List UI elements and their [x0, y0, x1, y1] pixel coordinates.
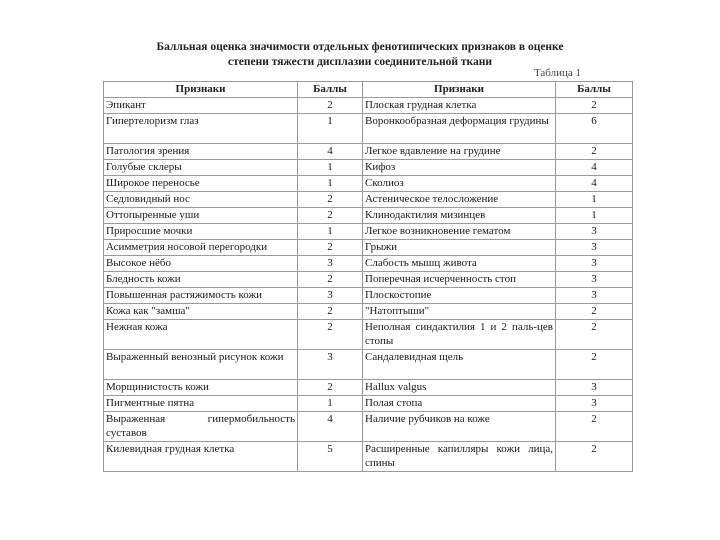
left-score-cell: 1 — [298, 396, 363, 412]
phenotype-score-table — [103, 81, 633, 472]
left-score-cell: 2 — [298, 272, 363, 288]
left-sign-cell: Патология зрения — [104, 144, 298, 160]
table-row — [104, 256, 633, 272]
left-sign-cell: Высокое нёбо — [104, 256, 298, 272]
left-score-cell: 2 — [298, 192, 363, 208]
right-sign-cell: Расширенные капилляры кожи лица, спины — [363, 442, 556, 472]
table-row — [104, 320, 633, 350]
right-sign-cell: Астеническое телосложение — [363, 192, 556, 208]
right-sign-cell: Воронкообразная деформация грудины — [363, 114, 556, 144]
left-sign-cell: Седловидный нос — [104, 192, 298, 208]
table-row — [104, 98, 633, 114]
right-sign-cell: Грыжи — [363, 240, 556, 256]
right-sign-cell: Поперечная исчерченность стоп — [363, 272, 556, 288]
right-sign-cell: Плоская грудная клетка — [363, 98, 556, 114]
table-row — [104, 304, 633, 320]
left-sign-cell: Асимметрия носовой перегородки — [104, 240, 298, 256]
left-sign-cell: Повышенная растяжимость кожи — [104, 288, 298, 304]
table-row — [104, 412, 633, 442]
header-right-signs: Признаки — [363, 82, 556, 98]
table-row — [104, 288, 633, 304]
table-row — [104, 350, 633, 380]
left-sign-cell: Кожа как "замша" — [104, 304, 298, 320]
left-score-cell: 2 — [298, 304, 363, 320]
left-sign-cell: Пигментные пятна — [104, 396, 298, 412]
right-sign-cell: Полая стопа — [363, 396, 556, 412]
right-score-cell: 2 — [556, 304, 633, 320]
right-score-cell: 3 — [556, 380, 633, 396]
table-row — [104, 144, 633, 160]
left-score-cell: 3 — [298, 256, 363, 272]
table-row — [104, 224, 633, 240]
left-sign-cell: Бледность кожи — [104, 272, 298, 288]
right-score-cell: 2 — [556, 320, 633, 350]
right-score-cell: 2 — [556, 98, 633, 114]
left-score-cell: 1 — [298, 176, 363, 192]
right-sign-cell: Легкое возникновение гематом — [363, 224, 556, 240]
right-score-cell: 3 — [556, 272, 633, 288]
left-score-cell: 4 — [298, 412, 363, 442]
left-score-cell: 3 — [298, 350, 363, 380]
left-sign-cell: Выраженный венозный рисунок кожи — [104, 350, 298, 380]
right-score-cell: 4 — [556, 160, 633, 176]
right-score-cell: 3 — [556, 396, 633, 412]
left-score-cell: 2 — [298, 320, 363, 350]
left-score-cell: 4 — [298, 144, 363, 160]
left-sign-cell: Широкое переносье — [104, 176, 298, 192]
left-score-cell: 1 — [298, 114, 363, 144]
left-sign-cell: Выраженная гипермобильность суставов — [104, 412, 298, 442]
right-score-cell: 2 — [556, 144, 633, 160]
header-left-signs: Признаки — [104, 82, 298, 98]
right-score-cell: 1 — [556, 192, 633, 208]
title-line-2: степени тяжести дисплазии соединительной ткани — [227, 56, 492, 68]
left-score-cell: 2 — [298, 380, 363, 396]
left-score-cell: 3 — [298, 288, 363, 304]
table-body — [104, 98, 633, 472]
right-sign-cell: Плоскостопие — [363, 288, 556, 304]
title-line-1: Балльная оценка значимости отдельных фенотипических признаков в оценке — [156, 41, 564, 53]
table-row — [104, 192, 633, 208]
left-sign-cell: Эпикант — [104, 98, 298, 114]
left-score-cell: 2 — [298, 240, 363, 256]
left-sign-cell: Голубые склеры — [104, 160, 298, 176]
table-row — [104, 380, 633, 396]
left-sign-cell: Килевидная грудная клетка — [104, 442, 298, 472]
table-row — [104, 208, 633, 224]
right-score-cell: 3 — [556, 288, 633, 304]
right-score-cell: 3 — [556, 256, 633, 272]
right-sign-cell: Сколиоз — [363, 176, 556, 192]
right-sign-cell: Сандалевидная щель — [363, 350, 556, 380]
table-caption: Таблица 1 — [533, 67, 581, 79]
right-score-cell: 2 — [556, 412, 633, 442]
right-score-cell: 2 — [556, 442, 633, 472]
left-score-cell: 5 — [298, 442, 363, 472]
table-row — [104, 176, 633, 192]
left-score-cell: 2 — [298, 98, 363, 114]
right-sign-cell: Hallux valgus — [363, 380, 556, 396]
right-score-cell: 3 — [556, 224, 633, 240]
right-sign-cell: Неполная синдактилия 1 и 2 паль-цев стопы — [363, 320, 556, 350]
table-row — [104, 442, 633, 472]
left-score-cell: 2 — [298, 208, 363, 224]
left-score-cell: 1 — [298, 160, 363, 176]
table-row — [104, 114, 633, 144]
right-score-cell: 2 — [556, 350, 633, 380]
table-row — [104, 160, 633, 176]
right-score-cell: 1 — [556, 208, 633, 224]
left-sign-cell: Оттопыренные уши — [104, 208, 298, 224]
header-left-scores: Баллы — [298, 82, 363, 98]
left-sign-cell: Гипертелоризм глаз — [104, 114, 298, 144]
right-score-cell: 4 — [556, 176, 633, 192]
left-score-cell: 1 — [298, 224, 363, 240]
table-row — [104, 396, 633, 412]
left-sign-cell: Нежная кожа — [104, 320, 298, 350]
document-title — [100, 40, 620, 70]
table-row — [104, 240, 633, 256]
right-sign-cell: Легкое вдавление на грудине — [363, 144, 556, 160]
right-sign-cell: Слабость мышц живота — [363, 256, 556, 272]
right-sign-cell: Наличие рубчиков на коже — [363, 412, 556, 442]
header-right-scores: Баллы — [556, 82, 633, 98]
table-header-row — [104, 82, 633, 98]
left-sign-cell: Морщинистость кожи — [104, 380, 298, 396]
right-sign-cell: Кифоз — [363, 160, 556, 176]
right-score-cell: 6 — [556, 114, 633, 144]
table-row — [104, 272, 633, 288]
right-sign-cell: "Натоптыши" — [363, 304, 556, 320]
right-sign-cell: Клинодактилия мизинцев — [363, 208, 556, 224]
right-score-cell: 3 — [556, 240, 633, 256]
left-sign-cell: Приросшие мочки — [104, 224, 298, 240]
